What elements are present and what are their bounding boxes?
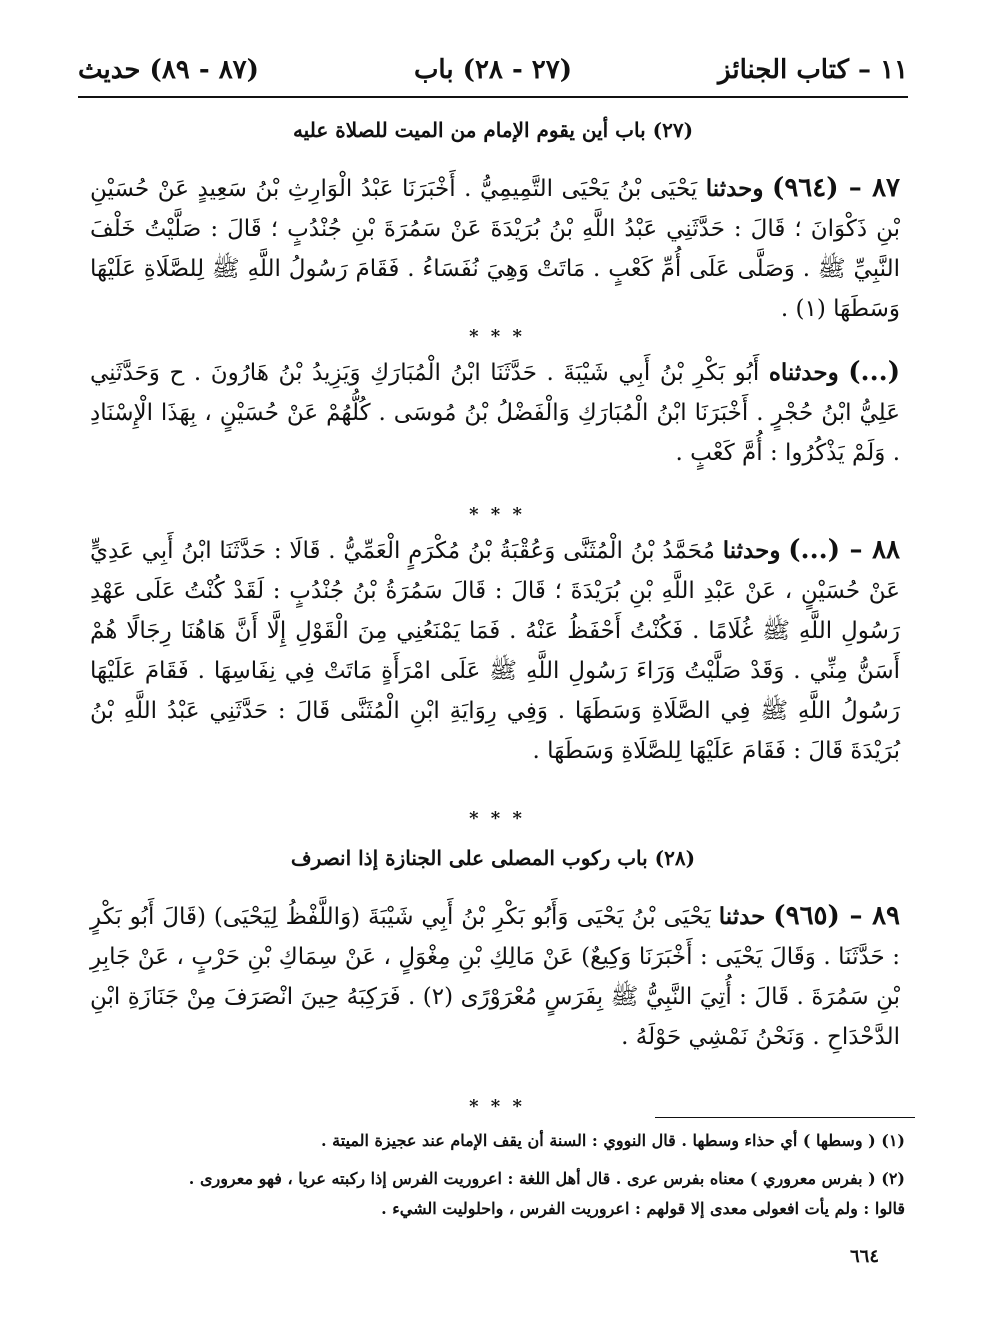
hadith-87-variant — [90, 352, 900, 473]
header-hadith-range: (٨٧ - ٨٩) حديث — [78, 55, 259, 85]
running-header — [78, 55, 908, 95]
header-rule — [78, 96, 908, 98]
footnote-2-continuation: قالوا : ولم يأت افعولى معدى إلا قولهم : اعروريت الفرس ، واحلوليت الشيء . — [381, 1199, 905, 1218]
hadith-text: أَبُو بَكْرِ بْنُ أَبِي شَيْبَةَ . حَدَّثَنَا ابْنُ الْمُبَارَكِ وَيَزِيدُ بْنُ هَارُونَ . ح وَحَدَّثَنِي عَلِيُّ ابْنُ حُجْرٍ . أَخْبَرَنَا ابْنُ الْمُبَارَكِ وَالْفَضْلُ بْنُ مُوسَى . كُلُّهُمْ عَنْ حُسَيْنٍ ، بِهَذَا الْإِسْنَادِ . وَلَمْ يَذْكُرُوا : أُمَّ كَعْبٍ . — [90, 360, 900, 466]
separator-stars: * * * — [469, 326, 525, 347]
hadith-text: مُحَمَّدُ بْنُ الْمُثَنَّى وَعُقْبَةُ بْنُ مُكْرَمٍ الْعَمِّيُّ . قَالَا : حَدَّثَنَا ابْنُ أَبِي عَدِيٍّ عَنْ حُسَيْنٍ ، عَنْ عَبْدِ اللَّهِ بْنِ بُرَيْدَةَ ؛ قَالَ : قَالَ سَمُرَةُ بْنُ جُنْدُبٍ : لَقَدْ كُنْتُ عَلَى عَهْدِ رَسُولِ اللَّهِ ﷺ غُلَامًا . فَكُنْتُ أَحْفَظُ عَنْهُ . فَمَا يَمْنَعُنِي مِنَ الْقَوْلِ إِلَّا أَنَّ هَاهُنَا رِجَالًا هُمْ أَسَنُّ مِنِّي . وَقَدْ صَلَّيْتُ وَرَاءَ رَسُولِ اللَّهِ ﷺ عَلَى امْرَأَةٍ مَاتَتْ فِي نِفَاسِهَا . فَقَامَ عَلَيْهَا رَسُولُ اللَّهِ ﷺ فِي الصَّلَاةِ وَسَطَهَا . وَفِي رِوَايَةِ ابْنِ الْمُثَنَّى قَالَ : حَدَّثَنِي عَبْدُ اللَّهِ بْنُ بُرَيْدَةَ قَالَ : فَقَامَ عَلَيْهَا لِلصَّلَاةِ وَسَطَهَا . — [90, 538, 900, 764]
page-number: ٦٦٤ — [849, 1246, 879, 1267]
hadith-87 — [90, 168, 900, 329]
hadith-89 — [90, 896, 900, 1057]
hadith-number: (...) — [848, 357, 900, 387]
hadith-narrator-word: وحدثناه — [768, 359, 839, 386]
footnote-2: (٢) ( بفرس معروري ) معناه بفرس عرى . قال أهل اللغة : اعروريت الفرس إذا ركبته عريا ، فهو معرورى . — [188, 1169, 905, 1188]
separator-stars: * * * — [469, 1096, 525, 1117]
header-chapter-range: (٢٧ - ٢٨) باب — [413, 55, 573, 85]
hadith-number: ٨٧ – (٩٦٤) — [772, 173, 901, 203]
hadith-number: ٨٨ – (...) — [788, 535, 900, 565]
chapter-title-28: (٢٨) باب ركوب المصلى على الجنازة إذا انصرف — [290, 846, 696, 870]
chapter-title-27: (٢٧) باب أين يقوم الإمام من الميت للصلاة عليه — [292, 118, 694, 142]
footnote-rule — [655, 1117, 915, 1118]
hadith-number: ٨٩ – (٩٦٥) — [773, 901, 901, 931]
hadith-narrator-word: حدثنا — [718, 903, 766, 930]
header-book-title: ١١ – كتاب الجنائز — [718, 55, 908, 85]
hadith-text: يَحْيَى بْنُ يَحْيَى وَأَبُو بَكْرِ بْنُ أَبِي شَيْبَةَ (وَاللَّفْظُ لِيَحْيَى) (قَالَ أَبُو بَكْرٍ : حَدَّثَنَا . وَقَالَ يَحْيَى : أَخْبَرَنَا وَكِيعٌ) عَنْ مَالِكِ بْنِ مِغْوَلٍ ، عَنْ سِمَاكِ بْنِ حَرْبٍ ، عَنْ جَابِرِ بْنِ سَمُرَةَ . قَالَ : أُتِيَ النَّبِيُّ ﷺ بِفَرَسٍ مُعْرَوْرًى (٢) . فَرَكِبَهُ حِينَ انْصَرَفَ مِنْ جَنَازَةِ ابْنِ الدَّحْدَاحِ . وَنَحْنُ نَمْشِي حَوْلَهُ . — [90, 904, 900, 1050]
separator-stars: * * * — [469, 504, 525, 525]
separator-stars: * * * — [469, 808, 525, 829]
hadith-narrator-word: وحدثنا — [722, 537, 781, 564]
hadith-88 — [90, 530, 900, 771]
hadith-narrator-word: وحدثنا — [705, 175, 764, 202]
hadith-text: يَحْيَى بْنُ يَحْيَى التَّمِيمِيُّ . أَخْبَرَنَا عَبْدُ الْوَارِثِ بْنُ سَعِيدٍ عَنْ حُسَيْنِ بْنِ ذَكْوَانَ ؛ قَالَ : حَدَّثَنِي عَبْدُ اللَّهِ بْنُ بُرَيْدَةَ عَنْ سَمُرَةَ بْنِ جُنْدُبٍ ؛ قَالَ : صَلَّيْتُ خَلْفَ النَّبِيِّ ﷺ . وَصَلَّى عَلَى أُمِّ كَعْبٍ . مَاتَتْ وَهِيَ نُفَسَاءُ . فَقَامَ رَسُولُ اللَّهِ ﷺ لِلصَّلَاةِ عَلَيْهَا وَسَطَهَا (١) . — [90, 176, 900, 322]
footnote-1: (١) ( وسطها ) أي حذاء وسطها . قال النووي : السنة أن يقف الإمام عند عجيزة الميتة . — [321, 1131, 905, 1150]
